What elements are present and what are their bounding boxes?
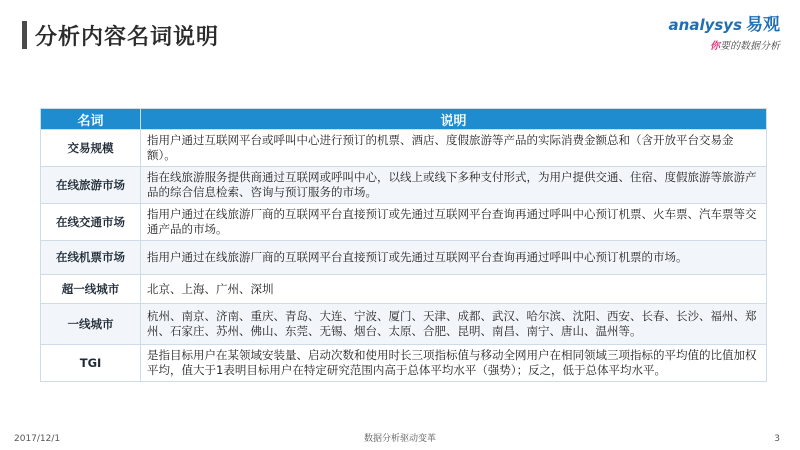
header-description: 说明 bbox=[141, 109, 767, 130]
description-cell: 指用户通过互联网平台或呼叫中心进行预订的机票、酒店、度假旅游等产品的实际消费金额总和（含开放平台交易金额）。 bbox=[141, 130, 767, 167]
term-cell: 交易规模 bbox=[41, 130, 141, 167]
table-header-row bbox=[41, 109, 767, 130]
table-row bbox=[41, 345, 767, 382]
analysys-logo bbox=[640, 10, 780, 58]
footer-date: 2017/12/1 bbox=[14, 434, 61, 444]
logo-chinese: 易观 bbox=[746, 15, 780, 35]
table-row bbox=[41, 241, 767, 275]
logo-english: analysys bbox=[668, 16, 742, 34]
description-cell: 指用户通过在线旅游厂商的互联网平台直接预订或先通过互联网平台查询再通过呼叫中心预订机票的市场。 bbox=[141, 241, 767, 275]
term-cell: TGI bbox=[41, 345, 141, 382]
description-cell: 是指目标用户在某领域安装量、启动次数和使用时长三项指标值与移动全网用户在相同领域三项指标的平均值的比值加权平均，值大于1表明目标用户在特定研究范围内高于总体平均水平（强势）；反之，低于总体平均水平。 bbox=[141, 345, 767, 382]
page-title-area bbox=[22, 18, 219, 52]
logo-tagline-accent: 你 bbox=[710, 41, 720, 52]
description-cell: 杭州、南京、济南、重庆、青岛、大连、宁波、厦门、天津、成都、武汉、哈尔滨、沈阳、西安、长春、长沙、福州、郑州、石家庄、苏州、佛山、东莞、无锡、烟台、太原、合肥、昆明、南昌、南宁、唐山、温州等。 bbox=[141, 304, 767, 345]
terms-table bbox=[40, 108, 767, 382]
header-term: 名词 bbox=[41, 109, 141, 130]
page-title: 分析内容名词说明 bbox=[35, 24, 220, 50]
logo-tagline bbox=[640, 37, 780, 52]
term-cell: 在线机票市场 bbox=[41, 241, 141, 275]
table-row bbox=[41, 275, 767, 304]
table-row bbox=[41, 167, 767, 204]
term-cell: 一线城市 bbox=[41, 304, 141, 345]
table-row bbox=[41, 204, 767, 241]
footer-slogan: 数据分析驱动变革 bbox=[363, 434, 436, 444]
table-row bbox=[41, 304, 767, 345]
description-cell: 指在线旅游服务提供商通过互联网或呼叫中心，以线上或线下多种支付形式，为用户提供交通、住宿、度假旅游等旅游产品的综合信息检索、咨询与预订服务的市场。 bbox=[141, 167, 767, 204]
term-cell: 在线交通市场 bbox=[41, 204, 141, 241]
description-cell: 指用户通过在线旅游厂商的互联网平台直接预订或先通过互联网平台查询再通过呼叫中心预订机票、火车票、汽车票等交通产品的市场。 bbox=[141, 204, 767, 241]
description-cell: 北京、上海、广州、深圳 bbox=[141, 275, 767, 304]
table-row bbox=[41, 130, 767, 167]
logo-tagline-rest: 要的数据分析 bbox=[720, 41, 780, 52]
title-accent-bar bbox=[22, 21, 27, 49]
page-number: 3 bbox=[774, 434, 780, 444]
term-cell: 超一线城市 bbox=[41, 275, 141, 304]
term-cell: 在线旅游市场 bbox=[41, 167, 141, 204]
